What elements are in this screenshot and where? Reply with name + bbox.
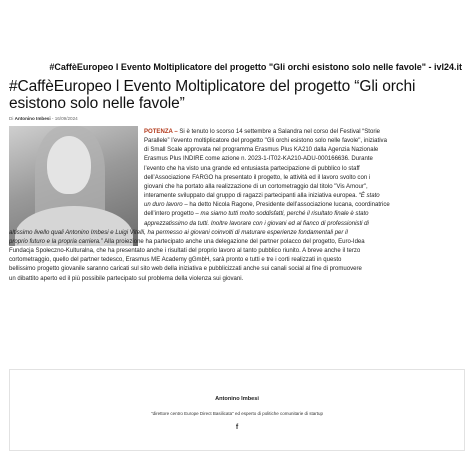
- article-text-span: altissimo livello quali Antonino Imbesi e Luigi Vitelli, ha permesso ai giovani coinvolti di maturare esperienze fondamentali per il: [9, 229, 348, 236]
- article-text-span: un dibattito aperto ed il più possibile partecipato sul problema della violenza sui giovani.: [9, 275, 244, 282]
- article-text-span: Alla proiezione ha partecipato anche una delegazione del partner polacco del progetto, Euro-Idea: [102, 238, 365, 245]
- article-line: [9, 137, 463, 146]
- article-line: [9, 174, 463, 183]
- meta-date: - 16/09/2024: [51, 116, 78, 121]
- article-line: [9, 183, 463, 192]
- facebook-icon[interactable]: f: [235, 424, 239, 431]
- article-line: [9, 201, 463, 210]
- article-line: [9, 256, 463, 265]
- article-text-span: dell’intero progetto –: [144, 211, 201, 218]
- article-line: [9, 155, 463, 164]
- page-topbar-title: #CaffèEuropeo I Evento Moltiplicatore del progetto "Gli orchi esistono solo nelle favole" - ivl24.it: [49, 62, 462, 72]
- article-line: [9, 128, 463, 137]
- article-line: [9, 265, 463, 274]
- article-line: [9, 247, 463, 256]
- article-text-span: Parallele” l’evento moltiplicatore del progetto "Gli orchi esistono solo nelle favole", iniziativa: [144, 138, 387, 145]
- article-line: [9, 275, 463, 284]
- article-text-span: l’evento che ha visto una grande ed entusiasta partecipazione di pubblico lo staff: [144, 165, 360, 172]
- article-headline: #CaffèEuropeo l Evento Moltiplicatore del progetto “Gli orchi esistono solo nelle favole”: [9, 78, 416, 112]
- article-line: [9, 220, 463, 229]
- article-text-span: giovani che ha portato alla realizzazione di un cortometraggio dal titolo "Vis Amour",: [144, 183, 368, 190]
- meta-prefix: Di: [9, 116, 14, 121]
- article-wrapped-text: [9, 128, 463, 229]
- article-line: [9, 238, 463, 247]
- article-full-text: [9, 229, 463, 284]
- article-text-span: bellissimo progetto giovanile saranno caricati sul sito web della iniziativa e pubblicizzati anche sui canali social al fine di promuovere: [9, 266, 362, 273]
- article-text-span: Erasmus Plus INDIRE come azione n. 2023-1-IT02-KA210-ADU-000166636. Durante: [144, 156, 373, 163]
- article-line: [9, 210, 463, 219]
- article-text-span: – ha detto Nicola Ragone, Presidente dell’associazione lucana, coordinatrice: [182, 202, 390, 209]
- article-meta: [9, 116, 78, 121]
- article-text-span: un duro lavoro: [144, 202, 183, 209]
- article-text-span: dell’Associazione FARGO ha presentato il progetto, le attività ed il lavoro svolto con i: [144, 174, 371, 181]
- meta-author-link[interactable]: Antonino Imbesi: [14, 116, 51, 121]
- author-box: [9, 369, 465, 451]
- article-text-span: di Small Scale approvata nel programma Erasmus Plus KA210 dalla Agenzia Nazionale: [144, 147, 379, 154]
- article-line: [9, 192, 463, 201]
- article-text-span: Si è tenuto lo scorso 14 settembre a Salandra nel corso del Festival “Storie: [179, 129, 381, 135]
- article-text-span: POTENZA –: [144, 129, 180, 135]
- article-line: [9, 229, 463, 238]
- article-text-span: proprio futuro e la propria carriera.”: [9, 238, 103, 245]
- article-text-span: ma siamo tutti molto soddisfatti, perché il risultato finale è stato: [200, 211, 369, 218]
- article-text-span: cortometraggio, quello del partner tedesco, Erasmus ME Academy gGmbH, sarà pronto e tutti e tre i corti realizzati in questo: [9, 257, 342, 264]
- article-text-span: apprezzatissimo da tutti. Inoltre lavorare con i giovani ed al fianco di professionisti di: [144, 220, 369, 227]
- article-line: [9, 146, 463, 155]
- article-line: [9, 165, 463, 174]
- article-text-span: Fundacja Społeczno-Kulturalna, che ha presentato anche i risultati del proprio lavoro al tanto pubblico riunito. A breve anche il terzo: [9, 248, 361, 255]
- author-name[interactable]: Antonino Imbesi: [215, 396, 259, 402]
- author-description: "direttore centro Europe Direct Basilicata" ed esperto di politiche comunitarie di startup: [150, 411, 324, 416]
- article-text-span: “È stato: [358, 193, 380, 200]
- article-body: [9, 128, 463, 284]
- article-text-span: interamente sviluppato dal gruppo di ragazzi partecipanti alla iniziativa europea.: [144, 193, 359, 200]
